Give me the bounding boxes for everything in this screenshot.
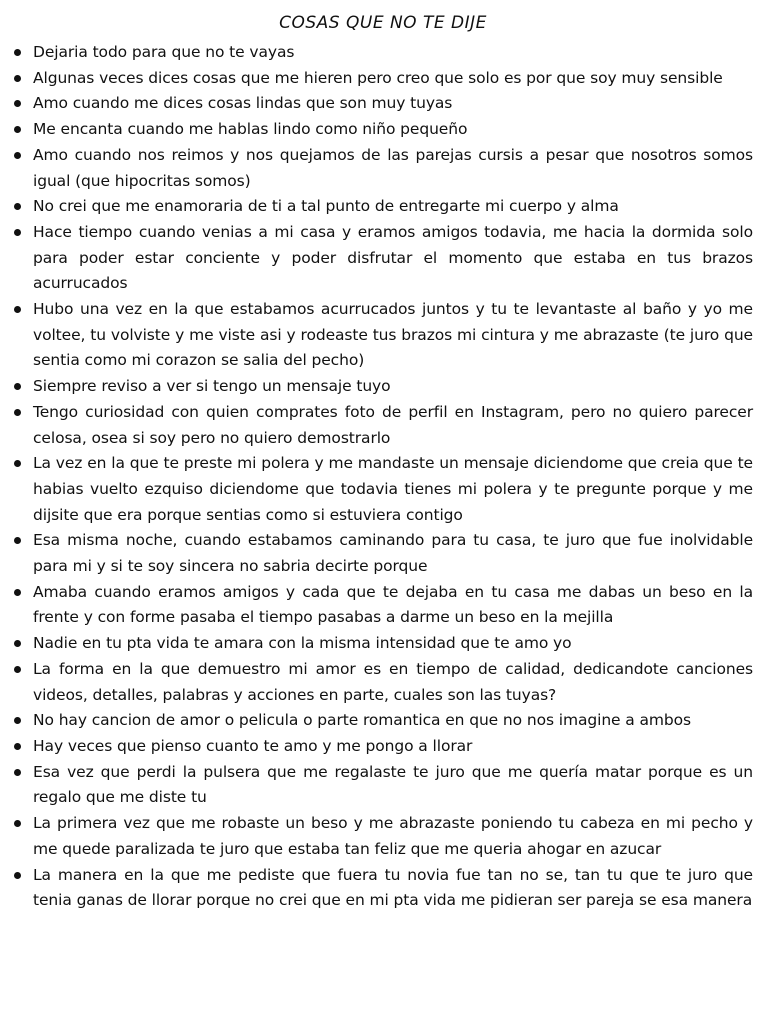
list-item: [13, 374, 753, 400]
bullet-icon: [14, 409, 21, 416]
document-title: COSAS QUE NO TE DIJE: [279, 13, 487, 33]
list-item: [13, 451, 753, 528]
bullet-icon: [14, 460, 21, 467]
bullet-icon: [14, 537, 21, 544]
list-item: [13, 708, 753, 734]
bullet-icon: [14, 640, 21, 647]
list-item-text: Me encanta cuando me hablas lindo como niño pequeño: [33, 120, 468, 139]
bullet-icon: [14, 666, 21, 673]
bullet-icon: [14, 383, 21, 390]
list-item-text: Esa misma noche, cuando estabamos caminando para tu casa, te juro que fue inolvidable para mi y si te soy sincera no sabria decirte porque: [33, 531, 753, 576]
list-item: [13, 194, 753, 220]
bullet-icon: [14, 152, 21, 159]
list-item: [13, 580, 753, 631]
list-item-text: Amo cuando me dices cosas lindas que son muy tuyas: [33, 94, 453, 113]
list-item-text: Siempre reviso a ver si tengo un mensaje tuyo: [33, 377, 391, 396]
bullet-icon: [14, 717, 21, 724]
bullet-icon: [14, 126, 21, 133]
list-item-text: Nadie en tu pta vida te amara con la misma intensidad que te amo yo: [33, 634, 572, 653]
list-item-text: Amaba cuando eramos amigos y cada que te dejaba en tu casa me dabas un beso en la frente y con forme pasaba el tiempo pasabas a darme un beso en la mejilla: [33, 582, 753, 627]
bullet-icon: [14, 769, 21, 776]
list-item: [13, 297, 753, 374]
bullet-icon: [14, 75, 21, 82]
list-item-text: La vez en la que te preste mi polera y me mandaste un mensaje diciendome que creia que te habias vuelto ezquiso diciendome que todavia tienes mi polera y te pregunte porque y me dijsite que era porque sentias como si estuviera contigo: [33, 454, 753, 524]
list-item-text: La primera vez que me robaste un beso y me abrazaste poniendo tu cabeza en mi pecho y me quede paralizada te juro que estaba tan feliz que me queria ahogar en azucar: [33, 814, 753, 858]
list-item: [13, 528, 753, 579]
list-item-text: No hay cancion de amor o pelicula o parte romantica en que no nos imagine a ambos: [33, 711, 692, 730]
list-item-text: Hace tiempo cuando venias a mi casa y eramos amigos todavia, me hacia la dormida solo para poder estar conciente y poder disfrutar el momento que estaba en tus brazos acurrucados: [33, 222, 753, 293]
list-item-text: Tengo curiosidad con quien comprates foto de perfil en Instagram, pero no quiero parecer celosa, osea si soy pero no quiero demostrarlo: [33, 402, 753, 447]
bullet-icon: [14, 306, 21, 313]
list-item-text: La forma en la que demuestro mi amor es en tiempo de calidad, dedicandote canciones videos, detalles, palabras y acciones en parte, cuales son las tuyas?: [33, 659, 753, 704]
list-item: [13, 117, 753, 143]
bullet-icon: [14, 820, 21, 827]
list-item-text: Dejaria todo para que no te vayas: [33, 43, 295, 61]
list-item: [13, 863, 753, 914]
list-item-text: Amo cuando nos reimos y nos quejamos de las parejas cursis a pesar que nosotros somos igual (que hipocritas somos): [33, 145, 753, 190]
bullet-icon: [14, 589, 21, 596]
bullet-icon: [14, 743, 21, 750]
bullet-list: [13, 40, 753, 914]
list-item-text: Esa vez que perdi la pulsera que me regalaste te juro que me quería matar porque es un regalo que me diste tu: [33, 762, 753, 807]
list-item: [13, 220, 753, 297]
bullet-icon: [14, 229, 21, 236]
list-item: [13, 657, 753, 708]
list-item: [13, 760, 753, 811]
list-item-text: No crei que me enamoraria de ti a tal punto de entregarte mi cuerpo y alma: [33, 197, 619, 216]
list-item-text: La manera en la que me pediste que fuera tu novia fue tan no se, tan tu que te juro que tenia ganas de llorar porque no crei que en mi pta vida me pidieran ser pareja se esa manera: [33, 865, 753, 910]
list-item: [13, 811, 753, 862]
list-item: [13, 400, 753, 451]
list-item: [13, 734, 753, 760]
list-item: [13, 91, 753, 117]
list-item-text: Hubo una vez en la que estabamos acurrucados juntos y tu te levantaste al baño y yo me voltee, tu volviste y me viste asi y rodeaste tus brazos mi cintura y me abrazaste (te juro que sentia como mi corazon se salia del pecho): [33, 300, 753, 370]
bullet-icon: [14, 203, 21, 210]
list-item-text: Hay veces que pienso cuanto te amo y me pongo a llorar: [33, 736, 473, 755]
bullet-icon: [14, 49, 21, 56]
list-item: [13, 40, 753, 66]
list-item: [13, 631, 753, 657]
list-item: [13, 143, 753, 194]
list-item-text: Algunas veces dices cosas que me hieren pero creo que solo es por que soy muy sensible: [33, 68, 723, 87]
bullet-icon: [14, 100, 21, 107]
bullet-icon: [14, 872, 21, 879]
list-item: [13, 66, 753, 92]
